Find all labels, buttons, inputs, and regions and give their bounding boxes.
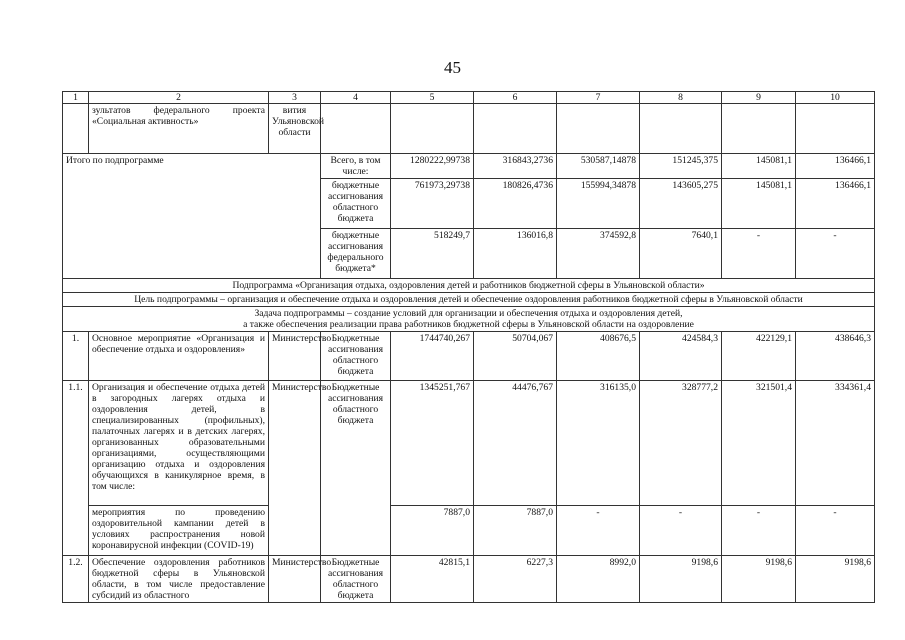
subprogram-task bbox=[63, 307, 875, 332]
value-cell: 334361,4 bbox=[796, 381, 875, 506]
value-cell: 374592,8 bbox=[557, 229, 640, 279]
value-cell: 761973,29738 bbox=[391, 179, 474, 229]
value-cell: 321501,4 bbox=[722, 381, 796, 506]
activity-name: мероприятия по проведению оздоровительной кампании детей в условиях распространения новой коронавирусной инфекции (COVID-19) bbox=[89, 506, 269, 556]
value-cell: 1345251,767 bbox=[391, 381, 474, 506]
total-row bbox=[63, 154, 875, 179]
activity-name: Обеспечение оздоровления работников бюджетной сферы в Ульяновской области, в том числе предоставление субсидий из областного bbox=[89, 556, 269, 603]
value-cell: 136466,1 bbox=[796, 154, 875, 179]
executor: Министерство bbox=[269, 332, 321, 381]
value-cell: 408676,5 bbox=[557, 332, 640, 381]
executor: Министерство bbox=[269, 556, 321, 603]
budget-table bbox=[62, 91, 875, 603]
table-row bbox=[63, 381, 875, 506]
column-number: 5 bbox=[391, 92, 474, 104]
value-cell: - bbox=[722, 506, 796, 556]
subprogram-title: Подпрограмма «Организация отдыха, оздоровления детей и работников бюджетной сферы в Ульяновской области» bbox=[63, 279, 875, 293]
value-cell: 328777,2 bbox=[640, 381, 722, 506]
value-cell: 316843,2736 bbox=[474, 154, 557, 179]
value-cell: 180826,4736 bbox=[474, 179, 557, 229]
value-cell: 422129,1 bbox=[722, 332, 796, 381]
table-row bbox=[63, 506, 875, 556]
value-cell: 1744740,267 bbox=[391, 332, 474, 381]
value-cell: 316135,0 bbox=[557, 381, 640, 506]
value-cell: 136016,8 bbox=[474, 229, 557, 279]
subprogram-goal: Цель подпрограммы – организация и обеспечение отдыха и оздоровления детей и обеспечение оздоровления работников бюджетной сферы в Ульяновской области bbox=[63, 293, 875, 307]
activity-name: Организация и обеспечение отдыха детей в загородных лагерях отдыха и оздоровления детей, в специализированных (профильных), палаточных лагерях и в детских лагерях, организованных образовательными организациями, осуществляющими организацию отдыха и оздоровления обучающихся в каникулярное время, в том числе: bbox=[89, 381, 269, 506]
value-cell: - bbox=[557, 506, 640, 556]
value-cell: 424584,3 bbox=[640, 332, 722, 381]
column-number: 2 bbox=[89, 92, 269, 104]
column-number: 9 bbox=[722, 92, 796, 104]
activity-name: Основное мероприятие «Организация и обеспечение отдыха и оздоровления» bbox=[89, 332, 269, 381]
column-number: 6 bbox=[474, 92, 557, 104]
column-number: 7 bbox=[557, 92, 640, 104]
funding-source: Бюджетные ассигнования областного бюджета bbox=[321, 556, 391, 603]
column-number: 8 bbox=[640, 92, 722, 104]
value-cell: - bbox=[722, 229, 796, 279]
executor: Министерство bbox=[269, 381, 321, 556]
column-number: 10 bbox=[796, 92, 875, 104]
value-cell: 1280222,99738 bbox=[391, 154, 474, 179]
value-cell: 155994,34878 bbox=[557, 179, 640, 229]
page-number: 45 bbox=[444, 58, 461, 77]
row-number: 1. bbox=[63, 332, 89, 381]
value-cell: 42815,1 bbox=[391, 556, 474, 603]
task-line: а также обеспечения реализации права работников бюджетной сферы в Ульяновской области на оздоровление bbox=[243, 319, 694, 330]
value-cell: - bbox=[796, 229, 875, 279]
value-cell: 151245,375 bbox=[640, 154, 722, 179]
column-number: 3 bbox=[269, 92, 321, 104]
table-row bbox=[63, 104, 875, 154]
funding-source: Бюджетные ассигнования областного бюджета bbox=[321, 332, 391, 381]
executor: вития Ульяновской области bbox=[269, 104, 321, 154]
value-cell: 145081,1 bbox=[722, 154, 796, 179]
activity-name: зультатов федерального проекта «Социальная активность» bbox=[89, 104, 269, 154]
table-row bbox=[63, 556, 875, 603]
column-number-row bbox=[63, 92, 875, 104]
value-cell: 9198,6 bbox=[796, 556, 875, 603]
value-cell: 530587,14878 bbox=[557, 154, 640, 179]
value-cell: 8992,0 bbox=[557, 556, 640, 603]
funding-source: Бюджетные ассигнования областного бюджета bbox=[321, 381, 391, 556]
funding-source: Всего, в том числе: bbox=[321, 154, 391, 179]
column-number: 1 bbox=[63, 92, 89, 104]
value-cell: 136466,1 bbox=[796, 179, 875, 229]
value-cell: 7887,0 bbox=[391, 506, 474, 556]
task-row bbox=[63, 307, 875, 332]
row-number: 1.2. bbox=[63, 556, 89, 603]
value-cell: 438646,3 bbox=[796, 332, 875, 381]
value-cell: 518249,7 bbox=[391, 229, 474, 279]
row-number: 1.1. bbox=[63, 381, 89, 556]
value-cell: 145081,1 bbox=[722, 179, 796, 229]
goal-row bbox=[63, 293, 875, 307]
total-label: Итого по подпрограмме bbox=[63, 154, 321, 279]
subprogram-title-row bbox=[63, 279, 875, 293]
value-cell: 143605,275 bbox=[640, 179, 722, 229]
value-cell: 7887,0 bbox=[474, 506, 557, 556]
value-cell: 44476,767 bbox=[474, 381, 557, 506]
task-line: Задача подпрограммы – создание условий для организации и обеспечения отдыха и оздоровления детей, bbox=[254, 308, 683, 319]
value-cell: - bbox=[796, 506, 875, 556]
value-cell: 7640,1 bbox=[640, 229, 722, 279]
table-row bbox=[63, 332, 875, 381]
value-cell: 9198,6 bbox=[722, 556, 796, 603]
column-number: 4 bbox=[321, 92, 391, 104]
value-cell: - bbox=[640, 506, 722, 556]
value-cell: 6227,3 bbox=[474, 556, 557, 603]
value-cell: 50704,067 bbox=[474, 332, 557, 381]
funding-source: бюджетные ассигнования областного бюджета bbox=[321, 179, 391, 229]
funding-source: бюджетные ассигнования федерального бюджета* bbox=[321, 229, 391, 279]
value-cell: 9198,6 bbox=[640, 556, 722, 603]
